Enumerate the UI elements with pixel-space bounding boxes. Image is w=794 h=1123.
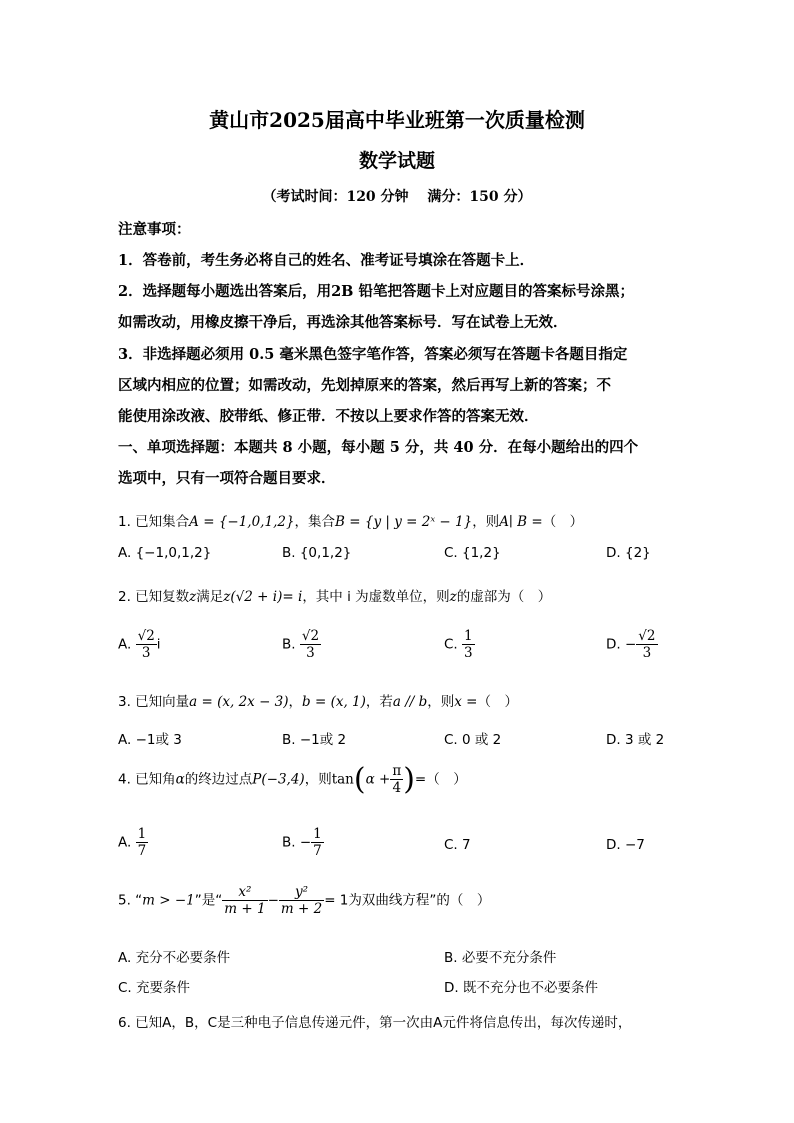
q4-tan: tan xyxy=(331,771,354,788)
q3-sep: ， xyxy=(288,694,303,710)
q4-option-d: D. −7 xyxy=(606,837,645,853)
q2-expr-left: z xyxy=(223,589,231,605)
q4-right-paren: ) xyxy=(403,762,415,797)
q2-option-d-den: 3 xyxy=(642,645,652,661)
q2-tail: ，其中 i 为虚数单位，则 xyxy=(302,589,450,605)
q1-option-d: D. {2} xyxy=(606,545,651,561)
question-1 xyxy=(118,510,583,530)
q5-tail: = 1为双曲线方程”的（ ） xyxy=(324,892,491,909)
q4-point: P(−3,4) xyxy=(252,771,305,788)
q2-option-d-num: √2 xyxy=(638,628,656,644)
q1-blank: （ ） xyxy=(542,514,584,530)
q3-option-d: D. 3 或 2 xyxy=(606,732,665,748)
q4-option-a xyxy=(118,826,148,859)
q2-option-c-num: 1 xyxy=(464,628,473,644)
notice-item-3-line-2: 区域内相应的位置；如需改动，先划掉原来的答案，然后再写上新的答案；不 xyxy=(118,377,611,394)
q5-x-squared: x² xyxy=(222,884,267,901)
q3-vector-a: a = (x, 2x − 3) xyxy=(189,694,289,710)
q1-option-c: C. {1,2} xyxy=(444,545,501,561)
q4-option-a-num: 1 xyxy=(137,826,147,842)
q4-option-b-fraction xyxy=(311,826,324,859)
q4-option-b-label: B. xyxy=(282,834,296,851)
notice-item-3-line-1: 3．非选择题必须用 0.5 毫米黑色签字笔作答，答案必须写在答题卡各题目指定 xyxy=(118,346,628,363)
q5-condition: m > −1 xyxy=(142,892,195,909)
q2-option-a-fraction xyxy=(136,628,157,661)
q2-z: z xyxy=(189,589,197,605)
q2-option-a xyxy=(118,628,161,661)
q3-option-b: B. −1或 2 xyxy=(282,732,347,748)
q2-expr-right: = i xyxy=(282,589,303,605)
q5-option-c: C. 充要条件 xyxy=(118,980,191,996)
q4-tail: ，则 xyxy=(304,771,332,788)
q2-option-a-den: 3 xyxy=(141,645,151,661)
q1-set-a: A = {−1,0,1,2} xyxy=(189,514,295,530)
q4-eq: =（ ） xyxy=(414,771,467,788)
q2-option-c-den: 3 xyxy=(464,645,473,661)
question-2 xyxy=(118,585,551,605)
question-6: 6. 已知A，B，C是三种电子信息传递元件，第一次由A元件将信息传出，每次传递时， xyxy=(118,1015,632,1031)
q3-vector-b: b = (x, 1) xyxy=(302,694,366,710)
q2-z-2: z xyxy=(449,589,457,605)
q5-fraction-x xyxy=(222,884,267,917)
exam-info: （考试时间：120 分钟 满分：150 分） xyxy=(262,189,532,205)
q2-tail-2: 的虚部为（ ） xyxy=(456,589,552,605)
q2-option-d-label: D. xyxy=(606,636,621,653)
q1-prefix: 1. 已知集合 xyxy=(118,514,190,530)
q5-minus: − xyxy=(267,892,279,909)
q2-option-b-label: B. xyxy=(282,636,296,653)
q2-expr-paren: (√2 + i) xyxy=(230,589,283,605)
q2-option-a-num: √2 xyxy=(137,628,155,644)
question-5 xyxy=(118,884,490,917)
q3-parallel: a // b xyxy=(392,694,428,710)
q1-tail: ，则 xyxy=(472,514,500,530)
q4-pi: π xyxy=(392,763,402,779)
q3-x: x = xyxy=(454,694,478,710)
q4-option-a-label: A. xyxy=(118,834,132,851)
q1-option-a: A. {−1,0,1,2} xyxy=(118,545,212,561)
q3-blank: （ ） xyxy=(477,694,518,710)
q2-option-b-den: 3 xyxy=(306,645,315,661)
q5-m-plus-2: m + 2 xyxy=(280,901,323,917)
q2-option-c-fraction xyxy=(462,628,475,661)
q4-pi-over-4 xyxy=(390,763,403,796)
q2-expr-inner: √2 + i xyxy=(235,589,278,605)
q5-option-a: A. 充分不必要条件 xyxy=(118,950,231,966)
q4-option-a-fraction xyxy=(136,826,149,859)
q4-option-c: C. 7 xyxy=(444,837,471,853)
exam-title: 黄山市2025届高中毕业班第一次质量检测 xyxy=(209,108,585,132)
question-4 xyxy=(118,762,467,797)
q2-option-d-fraction xyxy=(636,628,657,661)
q3-mid: ，若 xyxy=(365,694,393,710)
q4-option-b-num: 1 xyxy=(313,826,322,842)
q2-option-d-sign: − xyxy=(624,636,637,653)
q2-option-c-label: C. xyxy=(444,636,458,653)
q2-option-d xyxy=(606,628,658,661)
q2-option-b-num: √2 xyxy=(301,628,320,644)
q5-option-b: B. 必要不充分条件 xyxy=(444,950,557,966)
notice-item-3-line-3: 能使用涂改液、胶带纸、修正带．不按以上要求作答的答案无效． xyxy=(118,408,539,425)
notice-item-1: 1．答卷前，考生务必将自己的姓名、准考证号填涂在答题卡上． xyxy=(118,252,535,269)
notice-item-2-line-2: 如需改动，用橡皮擦干净后，再选涂其他答案标号．写在试卷上无效． xyxy=(118,314,568,331)
notice-heading: 注意事项： xyxy=(118,221,191,238)
q5-mid: ”是“ xyxy=(194,892,223,909)
q3-option-c: C. 0 或 2 xyxy=(444,732,502,748)
q5-fraction-y xyxy=(279,884,324,917)
q2-option-a-suffix: i xyxy=(156,636,161,653)
q1-mid: ，集合 xyxy=(294,514,336,530)
q4-option-b-den: 7 xyxy=(313,843,322,859)
q4-option-b xyxy=(282,826,324,859)
q2-prefix: 2. 已知复数 xyxy=(118,589,190,605)
q3-prefix: 3. 已知向量 xyxy=(118,694,190,710)
q3-tail: ，则 xyxy=(427,694,455,710)
q1-expr: A∣ B = xyxy=(499,514,543,530)
q4-option-b-sign: − xyxy=(299,834,312,851)
q5-prefix: 5. “ xyxy=(118,892,143,909)
q5-m-plus-1: m + 1 xyxy=(224,901,266,917)
q4-mid: 的终边过点 xyxy=(184,771,253,788)
q1-set-b: B = {y | y = 2ˣ − 1} xyxy=(335,514,473,530)
q1-option-b: B. {0,1,2} xyxy=(282,545,352,561)
q2-option-b-fraction xyxy=(300,628,321,661)
section-1-line-1: 一、单项选择题：本题共 8 小题，每小题 5 分，共 40 分．在每小题给出的四个 xyxy=(118,439,639,456)
exam-subtitle: 数学试题 xyxy=(358,150,435,172)
q2-option-a-label: A. xyxy=(118,636,132,653)
q4-option-a-den: 7 xyxy=(137,843,147,859)
q4-alpha: α xyxy=(175,771,185,788)
q4-alpha-plus: α + xyxy=(365,771,391,788)
q2-mid: 满足 xyxy=(196,589,224,605)
q4-prefix: 4. 已知角 xyxy=(118,771,176,788)
notice-item-2-line-1: 2．选择题每小题选出答案后，用2B 铅笔把答题卡上对应题目的答案标号涂黑； xyxy=(118,283,634,300)
q5-option-d: D. 既不充分也不必要条件 xyxy=(444,980,598,996)
q2-option-b xyxy=(282,628,321,661)
q2-option-c xyxy=(444,628,475,661)
q4-left-paren: ( xyxy=(353,762,366,797)
question-3 xyxy=(118,690,518,710)
section-1-line-2: 选项中，只有一项符合题目要求． xyxy=(118,470,336,487)
q3-option-a: A. −1或 3 xyxy=(118,732,182,748)
q4-four: 4 xyxy=(392,780,402,796)
q5-y-squared: y² xyxy=(279,884,324,901)
